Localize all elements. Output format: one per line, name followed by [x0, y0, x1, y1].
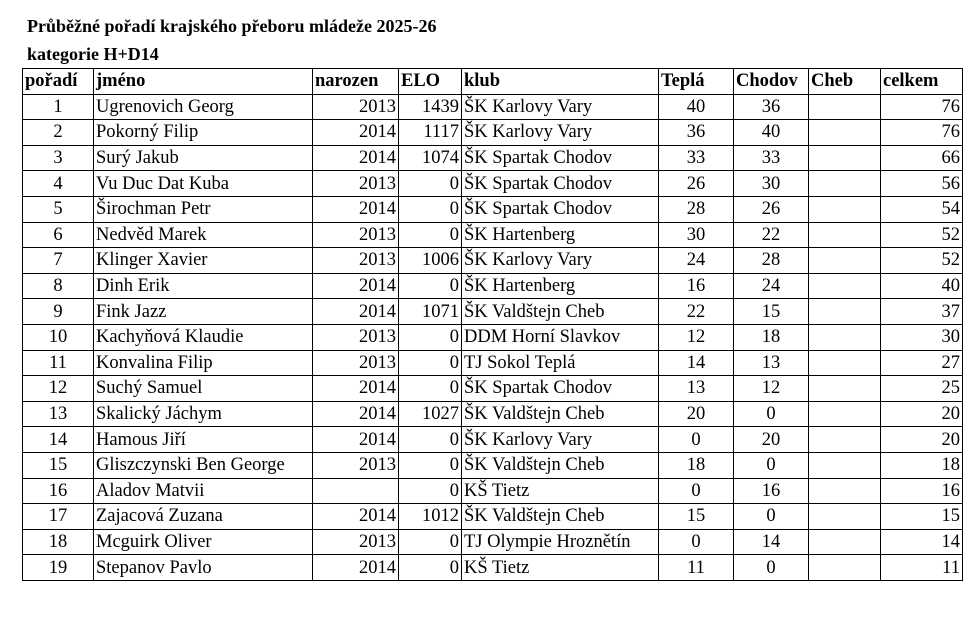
cell-chodov: 12 — [734, 376, 809, 402]
cell-rank: 5 — [23, 196, 94, 222]
cell-cheb — [809, 504, 881, 530]
table-row — [23, 120, 963, 146]
cell-tepla: 0 — [659, 427, 734, 453]
cell-name: Pokorný Filip — [94, 120, 313, 146]
cell-club: ŠK Valdštejn Cheb — [462, 452, 659, 478]
cell-cheb — [809, 248, 881, 274]
cell-name: Aladov Matvii — [94, 478, 313, 504]
cell-name: Zajacová Zuzana — [94, 504, 313, 530]
table-row — [23, 171, 963, 197]
column-header-chodov: Chodov — [734, 69, 809, 95]
cell-tepla: 33 — [659, 145, 734, 171]
cell-name: Kachyňová Klaudie — [94, 324, 313, 350]
table-header-row — [23, 69, 963, 95]
cell-total: 66 — [881, 145, 963, 171]
cell-chodov: 40 — [734, 120, 809, 146]
cell-club: ŠK Spartak Chodov — [462, 145, 659, 171]
cell-cheb — [809, 376, 881, 402]
cell-name: Konvalina Filip — [94, 350, 313, 376]
cell-club: KŠ Tietz — [462, 555, 659, 581]
cell-chodov: 30 — [734, 171, 809, 197]
cell-chodov: 0 — [734, 555, 809, 581]
cell-club: ŠK Karlovy Vary — [462, 248, 659, 274]
column-header-name: jméno — [94, 69, 313, 95]
cell-rank: 12 — [23, 376, 94, 402]
cell-club: ŠK Valdštejn Cheb — [462, 504, 659, 530]
cell-tepla: 14 — [659, 350, 734, 376]
cell-tepla: 15 — [659, 504, 734, 530]
table-row — [23, 478, 963, 504]
table-row — [23, 504, 963, 530]
cell-tepla: 0 — [659, 478, 734, 504]
page-title: Průběžné pořadí krajského přeboru mládeže 2025-26 — [27, 16, 437, 36]
cell-cheb — [809, 350, 881, 376]
cell-name: Nedvěd Marek — [94, 222, 313, 248]
table-row — [23, 376, 963, 402]
cell-cheb — [809, 120, 881, 146]
cell-born: 2013 — [313, 222, 399, 248]
cell-elo: 1117 — [399, 120, 462, 146]
cell-elo: 0 — [399, 452, 462, 478]
cell-cheb — [809, 401, 881, 427]
cell-chodov: 28 — [734, 248, 809, 274]
cell-tepla: 28 — [659, 196, 734, 222]
cell-chodov: 33 — [734, 145, 809, 171]
table-row — [23, 529, 963, 555]
cell-name: Ugrenovich Georg — [94, 94, 313, 120]
cell-total: 30 — [881, 324, 963, 350]
cell-elo: 0 — [399, 478, 462, 504]
table-row — [23, 401, 963, 427]
cell-total: 20 — [881, 427, 963, 453]
category-subtitle: kategorie H+D14 — [27, 44, 159, 64]
standings-body — [23, 94, 963, 580]
cell-club: ŠK Hartenberg — [462, 273, 659, 299]
cell-name: Gliszczynski Ben George — [94, 452, 313, 478]
cell-rank: 18 — [23, 529, 94, 555]
cell-name: Skalický Jáchym — [94, 401, 313, 427]
cell-total: 20 — [881, 401, 963, 427]
cell-cheb — [809, 196, 881, 222]
cell-born: 2013 — [313, 324, 399, 350]
cell-tepla: 26 — [659, 171, 734, 197]
cell-cheb — [809, 478, 881, 504]
cell-born: 2014 — [313, 299, 399, 325]
cell-born: 2014 — [313, 273, 399, 299]
table-row — [23, 94, 963, 120]
cell-rank: 19 — [23, 555, 94, 581]
cell-rank: 15 — [23, 452, 94, 478]
cell-club: ŠK Spartak Chodov — [462, 196, 659, 222]
cell-born: 2014 — [313, 120, 399, 146]
cell-rank: 13 — [23, 401, 94, 427]
cell-born: 2014 — [313, 196, 399, 222]
cell-tepla: 18 — [659, 452, 734, 478]
cell-name: Surý Jakub — [94, 145, 313, 171]
cell-club: TJ Sokol Teplá — [462, 350, 659, 376]
table-row — [23, 299, 963, 325]
cell-elo: 0 — [399, 171, 462, 197]
cell-rank: 16 — [23, 478, 94, 504]
cell-born: 2014 — [313, 427, 399, 453]
cell-club: ŠK Karlovy Vary — [462, 120, 659, 146]
cell-born — [313, 478, 399, 504]
table-row — [23, 427, 963, 453]
cell-elo: 1027 — [399, 401, 462, 427]
cell-name: Klinger Xavier — [94, 248, 313, 274]
cell-elo: 1071 — [399, 299, 462, 325]
cell-chodov: 24 — [734, 273, 809, 299]
cell-tepla: 22 — [659, 299, 734, 325]
cell-elo: 0 — [399, 222, 462, 248]
cell-rank: 7 — [23, 248, 94, 274]
cell-club: ŠK Valdštejn Cheb — [462, 401, 659, 427]
cell-born: 2014 — [313, 376, 399, 402]
cell-tepla: 24 — [659, 248, 734, 274]
table-row — [23, 350, 963, 376]
cell-total: 16 — [881, 478, 963, 504]
cell-cheb — [809, 555, 881, 581]
cell-total: 11 — [881, 555, 963, 581]
cell-elo: 1012 — [399, 504, 462, 530]
cell-cheb — [809, 273, 881, 299]
cell-rank: 3 — [23, 145, 94, 171]
cell-name: Dinh Erik — [94, 273, 313, 299]
cell-cheb — [809, 324, 881, 350]
column-header-club: klub — [462, 69, 659, 95]
cell-chodov: 22 — [734, 222, 809, 248]
cell-cheb — [809, 222, 881, 248]
table-row — [23, 222, 963, 248]
cell-elo: 0 — [399, 196, 462, 222]
cell-elo: 1439 — [399, 94, 462, 120]
cell-rank: 1 — [23, 94, 94, 120]
cell-total: 15 — [881, 504, 963, 530]
cell-born: 2013 — [313, 94, 399, 120]
cell-club: DDM Horní Slavkov — [462, 324, 659, 350]
cell-chodov: 13 — [734, 350, 809, 376]
cell-tepla: 20 — [659, 401, 734, 427]
cell-club: ŠK Spartak Chodov — [462, 171, 659, 197]
cell-born: 2013 — [313, 452, 399, 478]
cell-total: 52 — [881, 222, 963, 248]
cell-rank: 11 — [23, 350, 94, 376]
cell-name: Stepanov Pavlo — [94, 555, 313, 581]
table-row — [23, 324, 963, 350]
table-row — [23, 555, 963, 581]
column-header-born: narozen — [313, 69, 399, 95]
cell-chodov: 20 — [734, 427, 809, 453]
cell-total: 76 — [881, 120, 963, 146]
cell-born: 2013 — [313, 171, 399, 197]
cell-born: 2014 — [313, 401, 399, 427]
cell-tepla: 30 — [659, 222, 734, 248]
cell-cheb — [809, 299, 881, 325]
cell-chodov: 15 — [734, 299, 809, 325]
cell-rank: 17 — [23, 504, 94, 530]
cell-elo: 0 — [399, 273, 462, 299]
cell-total: 18 — [881, 452, 963, 478]
cell-tepla: 40 — [659, 94, 734, 120]
cell-rank: 6 — [23, 222, 94, 248]
cell-cheb — [809, 427, 881, 453]
cell-rank: 14 — [23, 427, 94, 453]
cell-born: 2014 — [313, 145, 399, 171]
cell-elo: 0 — [399, 350, 462, 376]
cell-rank: 9 — [23, 299, 94, 325]
cell-club: KŠ Tietz — [462, 478, 659, 504]
cell-chodov: 18 — [734, 324, 809, 350]
cell-elo: 1074 — [399, 145, 462, 171]
column-header-elo: ELO — [399, 69, 462, 95]
cell-elo: 0 — [399, 427, 462, 453]
cell-chodov: 36 — [734, 94, 809, 120]
cell-born: 2013 — [313, 350, 399, 376]
cell-name: Suchý Samuel — [94, 376, 313, 402]
cell-total: 54 — [881, 196, 963, 222]
cell-rank: 4 — [23, 171, 94, 197]
cell-total: 76 — [881, 94, 963, 120]
cell-club: ŠK Hartenberg — [462, 222, 659, 248]
cell-club: ŠK Spartak Chodov — [462, 376, 659, 402]
cell-born: 2014 — [313, 555, 399, 581]
cell-total: 27 — [881, 350, 963, 376]
cell-chodov: 14 — [734, 529, 809, 555]
cell-born: 2013 — [313, 529, 399, 555]
cell-chodov: 0 — [734, 452, 809, 478]
cell-name: Mcguirk Oliver — [94, 529, 313, 555]
cell-tepla: 16 — [659, 273, 734, 299]
cell-chodov: 16 — [734, 478, 809, 504]
cell-elo: 0 — [399, 529, 462, 555]
table-row — [23, 452, 963, 478]
cell-chodov: 0 — [734, 504, 809, 530]
cell-tepla: 0 — [659, 529, 734, 555]
column-header-rank: pořadí — [23, 69, 94, 95]
cell-cheb — [809, 145, 881, 171]
cell-elo: 0 — [399, 324, 462, 350]
cell-name: Širochman Petr — [94, 196, 313, 222]
table-row — [23, 196, 963, 222]
cell-tepla: 13 — [659, 376, 734, 402]
cell-tepla: 12 — [659, 324, 734, 350]
cell-total: 14 — [881, 529, 963, 555]
cell-elo: 1006 — [399, 248, 462, 274]
cell-rank: 8 — [23, 273, 94, 299]
cell-born: 2013 — [313, 248, 399, 274]
cell-club: TJ Olympie Hroznětín — [462, 529, 659, 555]
cell-club: ŠK Karlovy Vary — [462, 94, 659, 120]
cell-cheb — [809, 452, 881, 478]
cell-elo: 0 — [399, 555, 462, 581]
cell-club: ŠK Karlovy Vary — [462, 427, 659, 453]
table-row — [23, 273, 963, 299]
cell-rank: 10 — [23, 324, 94, 350]
cell-name: Hamous Jiří — [94, 427, 313, 453]
cell-total: 40 — [881, 273, 963, 299]
column-header-tepla: Teplá — [659, 69, 734, 95]
table-row — [23, 248, 963, 274]
cell-chodov: 0 — [734, 401, 809, 427]
table-row — [23, 145, 963, 171]
cell-total: 37 — [881, 299, 963, 325]
column-header-cheb: Cheb — [809, 69, 881, 95]
cell-total: 25 — [881, 376, 963, 402]
cell-tepla: 11 — [659, 555, 734, 581]
cell-born: 2014 — [313, 504, 399, 530]
cell-tepla: 36 — [659, 120, 734, 146]
cell-total: 56 — [881, 171, 963, 197]
cell-cheb — [809, 171, 881, 197]
cell-club: ŠK Valdštejn Cheb — [462, 299, 659, 325]
cell-chodov: 26 — [734, 196, 809, 222]
cell-total: 52 — [881, 248, 963, 274]
standings-table — [22, 68, 963, 581]
cell-cheb — [809, 94, 881, 120]
cell-rank: 2 — [23, 120, 94, 146]
cell-elo: 0 — [399, 376, 462, 402]
cell-name: Fink Jazz — [94, 299, 313, 325]
cell-name: Vu Duc Dat Kuba — [94, 171, 313, 197]
column-header-total: celkem — [881, 69, 963, 95]
cell-cheb — [809, 529, 881, 555]
